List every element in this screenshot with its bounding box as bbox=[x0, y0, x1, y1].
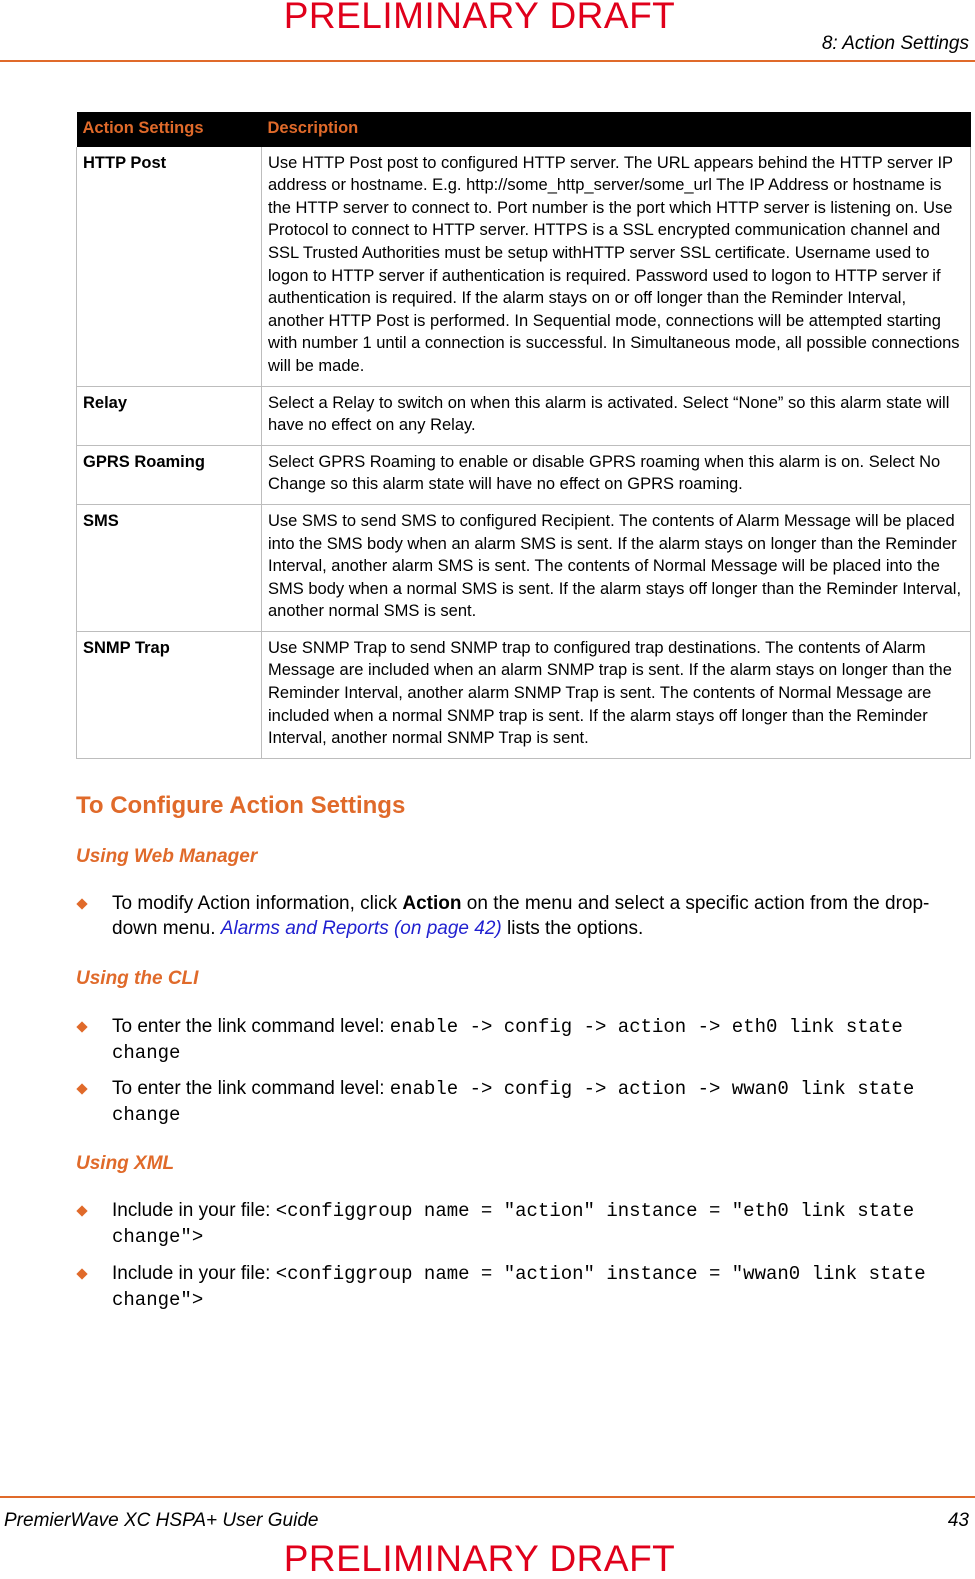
setting-name: SMS bbox=[77, 504, 262, 631]
cli-heading: Using the CLI bbox=[76, 968, 199, 989]
footer-title: PremierWave XC HSPA+ User Guide bbox=[4, 1510, 319, 1531]
setting-description: Use HTTP Post post to configured HTTP server. The URL appears behind the HTTP server IP address or hostname. E.g. http://some_http_server/some_url The IP Address or hostname is the HTTP server to connect to. Port number is the port which HTTP server is listening on. Use Protocol to connect to HTTP server. HTTPS is a SSL encrypted communication channel and SSL Trusted Authorities must be setup withHTTP server SSL certificate. Username used to logon to HTTP server if authentication is required. Password used to logon to HTTP server if authentication is required. If the alarm stays on or off longer than the Reminder Interval, another HTTP Post is performed. In Sequential mode, connections will be attempted starting with number 1 until a connection is successful. In Simultaneous mode, all possible connections will be made. bbox=[262, 147, 971, 386]
cli-item bbox=[112, 1014, 968, 1066]
setting-description: Select a Relay to switch on when this alarm is activated. Select “None” so this alarm state will have no effect on any Relay. bbox=[262, 386, 971, 445]
xml-label: Include in your file: bbox=[112, 1200, 276, 1221]
xml-heading: Using XML bbox=[76, 1153, 175, 1174]
xml-code: <configgroup name = "action" instance = "eth0 link state change"> bbox=[112, 1200, 915, 1248]
setting-name: SNMP Trap bbox=[77, 631, 262, 758]
header-action-settings: Action Settings bbox=[77, 112, 262, 147]
table-row bbox=[77, 147, 971, 386]
web-manager-heading: Using Web Manager bbox=[76, 846, 258, 867]
cli-label: To enter the link command level: bbox=[112, 1078, 390, 1099]
watermark-bottom: PRELIMINARY DRAFT bbox=[283, 1538, 676, 1579]
bullet-diamond-icon bbox=[76, 898, 87, 909]
cli-command: enable -> config -> action -> wwan0 link state change bbox=[112, 1078, 915, 1126]
web-text-pre: To modify Action information, click bbox=[112, 893, 403, 914]
bullet-diamond-icon bbox=[76, 1205, 87, 1216]
table-row bbox=[77, 386, 971, 445]
table-row bbox=[77, 445, 971, 504]
setting-description: Use SNMP Trap to send SNMP trap to configured trap destinations. The contents of Alarm Message are included when an alarm SNMP trap is sent. If the alarm stays on longer than the Reminder Interval, another alarm SNMP Trap is sent. The contents of Normal Message are included when a normal SNMP trap is sent. If the alarm stays off longer than the Reminder Interval, another normal SNMP Trap is sent. bbox=[262, 631, 971, 758]
alarms-reports-link[interactable]: Alarms and Reports (on page 42) bbox=[220, 918, 502, 939]
cli-bullet bbox=[78, 1076, 968, 1128]
xml-label: Include in your file: bbox=[112, 1263, 276, 1284]
web-manager-bullet bbox=[78, 891, 968, 941]
setting-name: Relay bbox=[77, 386, 262, 445]
web-text-bold: Action bbox=[402, 893, 462, 914]
table-row bbox=[77, 504, 971, 631]
watermark-top: PRELIMINARY DRAFT bbox=[283, 0, 676, 36]
cli-bullet bbox=[78, 1014, 968, 1066]
cli-label: To enter the link command level: bbox=[112, 1016, 390, 1037]
xml-item bbox=[112, 1198, 968, 1250]
xml-item bbox=[112, 1261, 968, 1313]
bullet-diamond-icon bbox=[76, 1083, 87, 1094]
web-text-post: lists the options. bbox=[501, 918, 644, 939]
bullet-diamond-icon bbox=[76, 1268, 87, 1279]
table-header-row bbox=[77, 112, 971, 147]
setting-description: Select GPRS Roaming to enable or disable GPRS roaming when this alarm is on. Select No Change so this alarm state will have no effect on GPRS roaming. bbox=[262, 445, 971, 504]
header-rule bbox=[0, 60, 975, 62]
xml-bullet bbox=[78, 1198, 968, 1250]
page-number: 43 bbox=[947, 1510, 969, 1531]
running-head: 8: Action Settings bbox=[821, 33, 969, 54]
action-settings-table bbox=[76, 112, 971, 759]
footer-rule bbox=[0, 1496, 975, 1498]
cli-item bbox=[112, 1076, 968, 1128]
xml-bullet bbox=[78, 1261, 968, 1313]
bullet-diamond-icon bbox=[76, 1021, 87, 1032]
web-manager-text bbox=[112, 891, 968, 941]
table-row bbox=[77, 631, 971, 758]
cli-command: enable -> config -> action -> eth0 link state change bbox=[112, 1016, 903, 1064]
setting-name: GPRS Roaming bbox=[77, 445, 262, 504]
web-text-mid: on the menu and select a specific action from the drop-down menu. bbox=[112, 893, 930, 939]
header-description: Description bbox=[262, 112, 971, 147]
section-title: To Configure Action Settings bbox=[76, 792, 406, 819]
setting-description: Use SMS to send SMS to configured Recipient. The contents of Alarm Message will be placed into the SMS body when an alarm SMS is sent. If the alarm stays on longer than the Reminder Interval, another alarm SMS is sent. The contents of Normal Message will be placed into the SMS body when a normal SMS is sent. If the alarm stays off longer than the Reminder Interval, another normal SMS is sent. bbox=[262, 504, 971, 631]
xml-code: <configgroup name = "action" instance = "wwan0 link state change"> bbox=[112, 1263, 926, 1311]
setting-name: HTTP Post bbox=[77, 147, 262, 386]
